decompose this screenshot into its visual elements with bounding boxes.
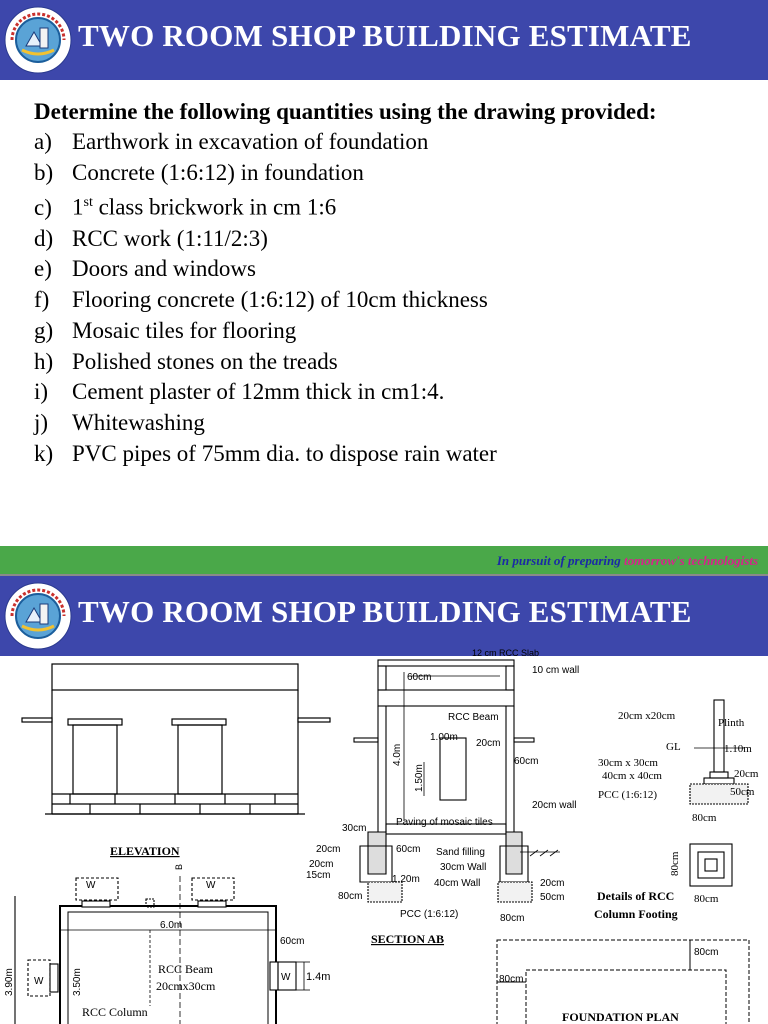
lintel-dim: 20cm <box>476 738 501 749</box>
elevation-label: ELEVATION <box>110 844 180 858</box>
riser-dim: 20cm <box>309 859 334 870</box>
plan-wall-dim: 60cm <box>280 936 305 947</box>
footing-step-dim: 20cm <box>540 878 565 889</box>
question-heading: Determine the following quantities using the drawing provided: <box>34 99 657 124</box>
window-label: W <box>86 880 96 891</box>
list-item: f) Flooring concrete (1:6:12) of 10cm thickness <box>34 287 488 313</box>
pcc-depth-dim: 50cm <box>540 892 565 903</box>
column-size: 20cm x20cm <box>618 710 676 722</box>
title-banner <box>0 576 768 656</box>
quantity-list <box>34 127 657 469</box>
plan-inner-dim: 3.50m <box>72 968 83 996</box>
pcc-width-dim: 80cm <box>500 913 525 924</box>
list-item: a) Earthwork in excavation of foundation <box>34 129 429 154</box>
gl-label: GL <box>666 741 681 753</box>
slide-title: TWO ROOM SHOP BUILDING ESTIMATE <box>78 18 692 53</box>
window-label: W <box>281 972 291 983</box>
list-item: g) Mosaic tiles for flooring <box>34 317 297 343</box>
footing-title-2: Column Footing <box>594 907 678 921</box>
section-mark-b: B <box>174 863 184 870</box>
college-logo-icon <box>4 582 72 650</box>
window-label: W <box>206 880 216 891</box>
plan-outer-dim: 3.90m <box>4 968 15 996</box>
college-logo-icon <box>4 6 72 74</box>
sand-label: Sand filling <box>436 847 485 858</box>
footing-step-dim: 20cm <box>734 768 759 780</box>
list-item: b) Concrete (1:6:12) in foundation <box>34 159 364 185</box>
building-drawing <box>0 648 768 1024</box>
plinth-height-dim: 1.10m <box>724 743 752 755</box>
wall40-label: 40cm Wall <box>434 878 481 889</box>
footing-plan-dim-v: 80cm <box>669 851 681 876</box>
footing-pcc-label: PCC (1:6:12) <box>598 789 657 801</box>
step-dim: 30cm <box>342 823 367 834</box>
footing-width-dim: 80cm <box>338 891 363 902</box>
offset-dim: 15cm <box>306 870 331 881</box>
footer-tagline: In pursuit of preparing tomorrow's technologists <box>496 553 758 568</box>
plan-window-dim: 1.4m <box>306 971 331 983</box>
plan-beam-label: RCC Beam <box>158 962 214 976</box>
list-item: h) Polished stones on the treads <box>34 348 338 374</box>
slab-label: 12 cm RCC Slab <box>472 648 540 658</box>
window-label: W <box>34 976 44 987</box>
footer-bar <box>0 546 768 574</box>
tread-dim: 20cm <box>316 844 341 855</box>
wall20-label: 20cm wall <box>532 800 577 811</box>
foundation-dim: 80cm <box>694 947 719 958</box>
wall30-label: 30cm Wall <box>440 862 487 873</box>
footing-pcc-depth: 50cm <box>730 786 755 798</box>
wall10-label: 10 cm wall <box>532 665 580 676</box>
list-item: c) 1st class brickwork in cm 1:6 <box>34 195 337 221</box>
sunshade-dim: 60cm <box>514 756 539 767</box>
list-item: e) Doors and windows <box>34 256 256 282</box>
parapet-dim: 60cm <box>407 672 432 683</box>
beam-label: RCC Beam <box>448 712 499 723</box>
pcc-label: PCC (1:6:12) <box>400 909 459 920</box>
list-item: j) Whitewashing <box>34 409 205 435</box>
pedestal-size-2: 40cm x 40cm <box>602 770 662 782</box>
plan-column-label: RCC Column <box>82 1005 148 1019</box>
slide-title: TWO ROOM SHOP BUILDING ESTIMATE <box>78 594 692 629</box>
foundation-label: FOUNDATION PLAN <box>562 1010 679 1024</box>
plan-width-dim: 6.0m <box>160 920 183 931</box>
slide-2 <box>0 576 768 1024</box>
plinth-dim: 60cm <box>396 844 421 855</box>
plan-beam-size: 20cmx30cm <box>156 979 216 993</box>
plinth-label: Plinth <box>718 717 745 729</box>
list-item: k) PVC pipes of 75mm dia. to dispose rain water <box>34 440 497 466</box>
title-banner <box>0 0 768 80</box>
list-item: i) Cement plaster of 12mm thick in cm1:4. <box>34 379 445 405</box>
window-width-dim: 1.00m <box>430 732 458 743</box>
plan-drawing <box>15 876 310 1024</box>
footing-plan-dim-h: 80cm <box>694 893 719 905</box>
window-height-dim: 1.50m <box>414 764 425 792</box>
list-item: d) RCC work (1:11/2:3) <box>34 225 268 251</box>
mosaic-label: Paving of mosaic tiles <box>396 817 493 828</box>
footing-pcc-width: 80cm <box>692 812 717 824</box>
questions-block <box>34 96 657 469</box>
height-dim: 4.0m <box>392 743 403 766</box>
depth-dim: 1.20m <box>392 874 420 885</box>
section-label: SECTION AB <box>371 932 445 946</box>
footing-title-1: Details of RCC <box>597 889 675 903</box>
foundation-dim: 80cm <box>499 974 524 985</box>
elevation-drawing <box>22 664 330 814</box>
pedestal-size-1: 30cm x 30cm <box>598 757 658 769</box>
